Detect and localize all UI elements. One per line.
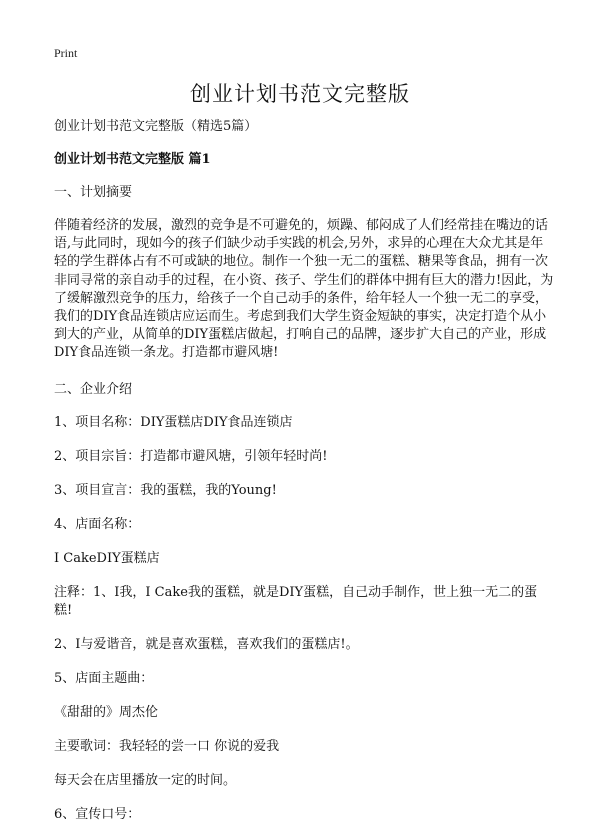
part1-heading: 一、计划摘要 [54, 185, 133, 200]
item-theme-song-label: 5、店面主题曲： [54, 670, 154, 686]
note-1: 注释：1、I我，I Cake我的蛋糕，就是DIY蛋糕，自己动手制作，世上独一无二的蛋糕! [54, 584, 538, 618]
section-heading: 创业计划书范文完整版 篇1 [54, 152, 211, 167]
part2-heading: 二、企业介绍 [54, 381, 133, 397]
item-project-purpose: 2、项目宗旨：打造都市避风塘，引领年轻时尚! [54, 448, 328, 464]
item-slogan-label: 6、宣传口号： [54, 806, 141, 822]
theme-song: 《甜甜的》周杰伦 [54, 704, 159, 720]
store-name: I CakeDIY蛋糕店 [54, 550, 160, 566]
item-project-slogan: 3、项目宣言：我的蛋糕，我的Young! [54, 482, 277, 498]
item-project-name: 1、项目名称：DIY蛋糕店DIY食品连锁店 [54, 414, 293, 430]
document-subtitle: 创业计划书范文完整版（精选5篇） [54, 119, 258, 134]
song-lyrics: 主要歌词：我轻轻的尝一口 你说的爱我 [54, 738, 280, 754]
document-body [54, 118, 554, 840]
document-title: 创业计划书范文完整版 [190, 82, 410, 106]
note-2: 2、I与爱谐音，就是喜欢蛋糕，喜欢我们的蛋糕店!。 [54, 636, 359, 652]
print-label: Print [54, 46, 78, 60]
part1-body: 伴随着经济的发展，激烈的竞争是不可避免的，烦躁、郁闷成了人们经常挂在嘴边的话语,与此同时，现如今的孩子们缺少动手实践的机会,另外，求异的心理在大众尤其是年轻的学生群体占有不可或缺的地位。制作一个独一无二的蛋糕、糖果等食品，拥有一次非同寻常的亲自动手的过程，在小资、孩子、学生们的群体中拥有巨大的潜力!因此，为了缓解激烈竞争的压力，给孩子一个自己动手的条件，给年轻人一个独一无二的享受，我们的DIY食品连锁店应运而生。考虑到我们大学生资金短缺的事实，决定打造个从小到大的产业，从简单的DIY蛋糕店做起，打响自己的品牌，逐步扩大自己的产业，形成DIY食品连锁一条龙。打造都市避风塘! [54, 218, 554, 361]
item-store-name-label: 4、店面名称： [54, 516, 141, 532]
play-schedule: 每天会在店里播放一定的时间。 [54, 772, 237, 788]
